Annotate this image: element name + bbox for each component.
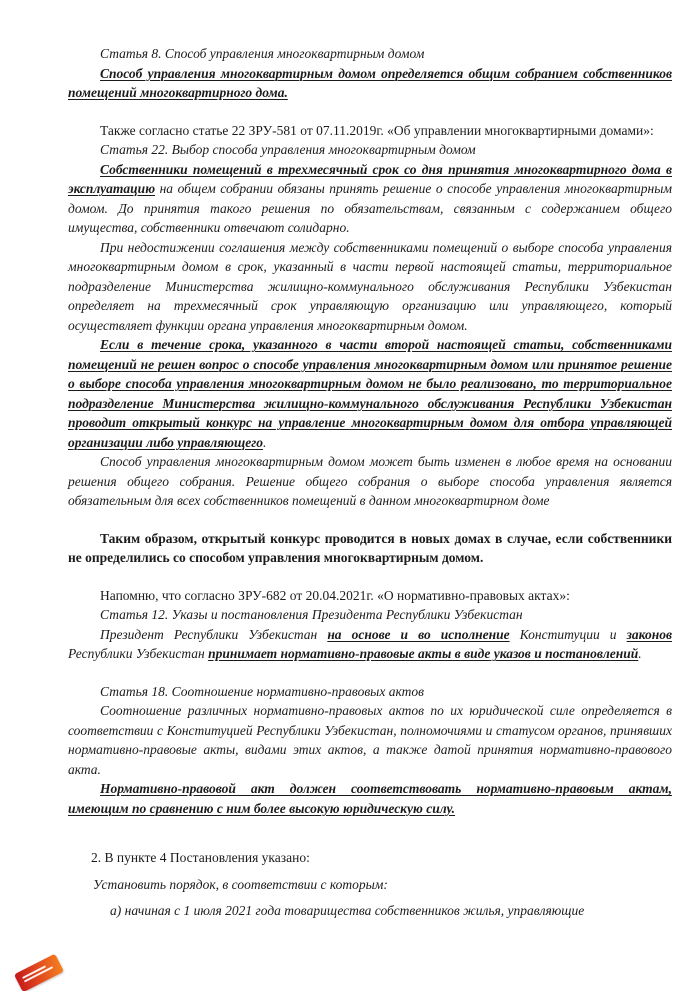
text-segment: Также согласно статье 22 ЗРУ-581 от 07.11.2019г. «Об управлении многоквартирными домами»: — [100, 122, 654, 138]
text-segment: Статья 18. Соотношение нормативно-правовых актов — [100, 683, 424, 699]
law-581-intro — [68, 121, 672, 141]
point2-order — [68, 875, 672, 895]
text-segment: Установить порядок, в соответствии с которым: — [93, 876, 388, 892]
text-segment: Нормативно-правовой акт должен соответствовать нормативно-правовым актам, имеющим по сравнению с ним более высокую юридическую силу. — [68, 781, 672, 816]
paragraph-gap — [68, 664, 672, 682]
text-segment: Если в течение срока, указанного в части второй настоящей статьи, собственниками помещений не решен вопрос о способе управления многоквартирным домом или принятое решение о выборе способа управления многоквартирным домом не было реализовано, то территориальное подразделение Министерства жилищно-коммунального обслуживания Республики Узбекистан проводит открытый конкурс на управление многоквартирным домом для отбора управляющей организации либо управляющего — [68, 337, 672, 450]
text-segment: а) начиная с 1 июля 2021 года товарищества собственников жилья, управляющие — [110, 903, 585, 918]
text-segment: Республики Узбекистан — [68, 646, 209, 661]
article22-heading — [68, 140, 672, 160]
text-segment: Конституции и — [509, 626, 627, 642]
article22-part1 — [68, 160, 672, 238]
text-segment: . — [263, 434, 267, 450]
article8-heading — [68, 44, 672, 64]
article22-part3 — [68, 335, 672, 452]
paragraph-gap — [68, 511, 672, 529]
article22-part2 — [68, 238, 672, 336]
text-segment: законов — [626, 626, 672, 642]
conclusion-open-tender — [68, 529, 672, 568]
text-segment: на общем собрании обязаны принять решение о способе управления многоквартирным домом. До принятия такого решения по обязательствам, связанным с содержанием общего имущества, собственники отвечают солидарно. — [68, 181, 672, 235]
text-segment: . — [638, 646, 642, 661]
text-segment: принимает нормативно-правовые акты в виде указов и постановлений — [208, 646, 639, 661]
point2-intro — [68, 848, 672, 868]
text-segment: Таким образом, открытый конкурс проводится в новых домах в случае, если собственники не определились со способом управления многоквартирным домом. — [68, 530, 672, 565]
article18-heading — [68, 682, 672, 702]
text-segment: Статья 22. Выбор способа управления многоквартирным домом — [100, 142, 476, 157]
article22-part4 — [68, 452, 672, 511]
article18-rule — [68, 779, 672, 818]
text-segment: 2. В пункте 4 Постановления указано: — [91, 850, 310, 865]
article12-heading — [68, 605, 672, 625]
text-segment: Президент Республики Узбекистан — [100, 626, 328, 642]
document-body — [68, 44, 672, 921]
text-segment: на основе и во исполнение — [327, 626, 510, 642]
article18-body — [68, 701, 672, 779]
text-segment: Собственники помещений в трехмесячный срок со дня принятия многоквартирного дома в эксплуатацию — [68, 161, 672, 196]
article8-body — [68, 64, 672, 103]
paragraph-gap — [68, 103, 672, 121]
article12-body — [68, 625, 672, 664]
orange-stamp-logo — [14, 954, 64, 991]
point2-item-a — [68, 901, 672, 921]
text-segment: Способ управления многоквартирным домом определяется общим собранием собственников помещений многоквартирного дома. — [68, 65, 672, 100]
law-682-intro — [68, 586, 672, 606]
paragraph-gap — [68, 568, 672, 586]
text-segment: Статья 12. Указы и постановления Президента Республики Узбекистан — [100, 607, 523, 622]
text-segment: Статья 8. Способ управления многоквартирным домом — [100, 46, 425, 61]
text-segment: Соотношение различных нормативно-правовых актов по их юридической силе определяется в соответствии с Конституцией Республики Узбекистан, полномочиями и статусом органов, принявших нормативно-правовые акты, видами этих актов, а также датой принятия нормативно-правового акта. — [68, 703, 672, 777]
text-segment: При недостижении соглашения между собственниками помещений о выборе способа управления многоквартирным домом в срок, указанный в части первой настоящей статьи, территориальное подразделение Министерства жилищно-коммунального обслуживания Республики Узбекистан определяет на трехмесячный срок управляющую организацию или управляющего, который осуществляет функции органа управления многоквартирным домом. — [68, 239, 672, 333]
text-segment: Способ управления многоквартирным домом может быть изменен в любое время на основании решения общего собрания. Решение общего собрания о выборе способа управления является обязательным для всех собственников помещений в данном многоквартирном доме — [68, 454, 672, 508]
text-segment: Напомню, что согласно ЗРУ-682 от 20.04.2021г. «О нормативно-правовых актах»: — [100, 587, 570, 603]
paragraph-gap — [68, 818, 672, 848]
